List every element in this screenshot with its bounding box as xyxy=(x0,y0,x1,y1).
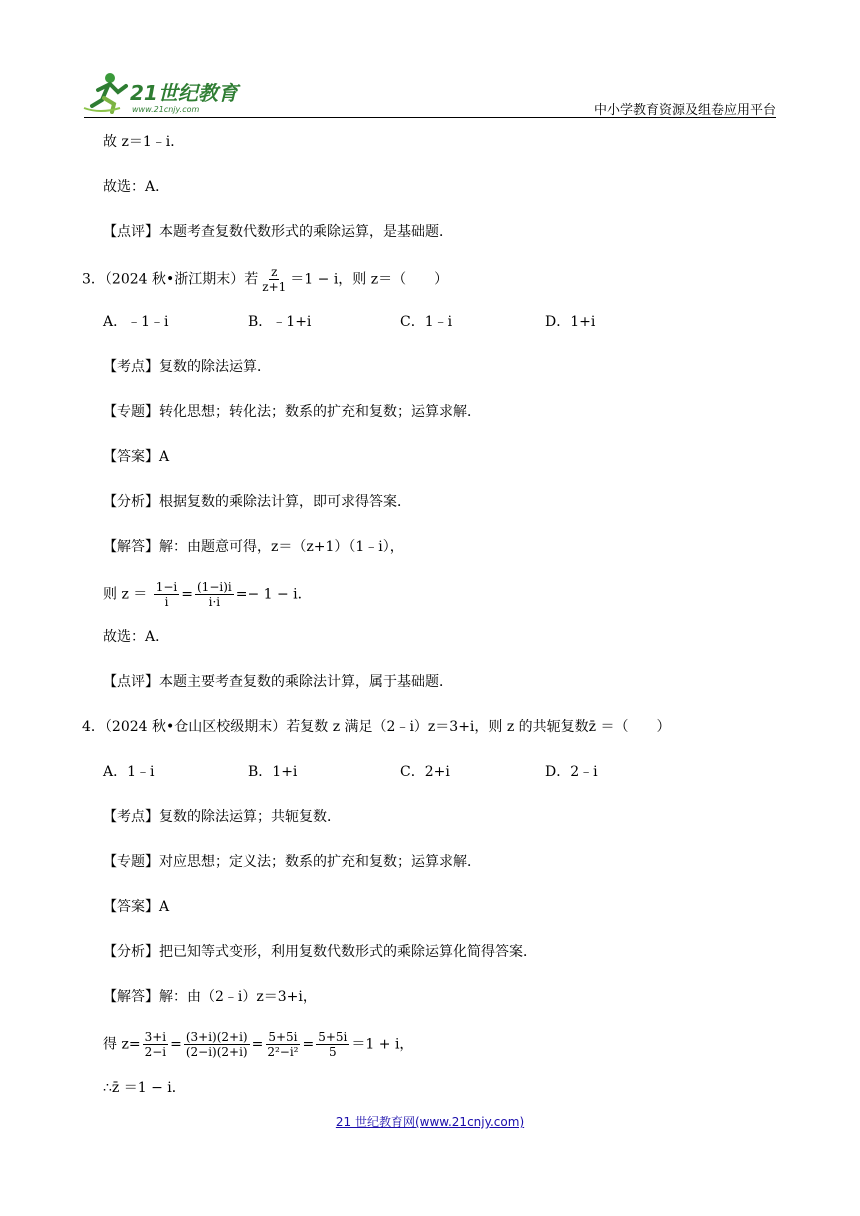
q4-frac2-den: (2−i)(2+i) xyxy=(185,1045,248,1059)
q3-option-d: D．1+i xyxy=(545,314,596,330)
prev-comment: 【点评】本题考查复数代数形式的乘除运算，是基础题． xyxy=(103,224,453,240)
q4-frac2-num: (3+i)(2+i) xyxy=(185,1030,248,1044)
q4-analysis: 【分析】把已知等式变形，利用复数代数形式的乘除运算化简得答案． xyxy=(103,944,537,960)
q4-step-tail: ＝1 + i， xyxy=(351,1036,414,1053)
q4-kaodian: 【考点】复数的除法运算；共轭复数． xyxy=(103,809,341,825)
logo-text: 21世纪教育 xyxy=(130,81,238,105)
q4-frac1 xyxy=(143,1030,169,1059)
q3-stem xyxy=(82,265,448,294)
logo-url: www.21cnjy.com xyxy=(132,105,200,114)
q3-comment: 【点评】本题主要考查复数的乘除法计算，属于基础题． xyxy=(103,674,453,690)
q3-fraction xyxy=(260,265,288,294)
q3-derivation: 则 z ＝ $\frac{1-i}{i}$ = $\frac{(1-i)i}{i\cdot i}$ =− 1 − i． xyxy=(103,580,312,609)
q3-rhs: ＝1 − i，则 z＝（ ） xyxy=(290,271,449,288)
q3-frac2 xyxy=(195,580,234,609)
q4-option-d: D．2﹣i xyxy=(545,764,598,780)
q4-option-a: A．1﹣i xyxy=(103,764,155,780)
q4-option-c: C．2+i xyxy=(400,764,450,780)
q4-conjugate: ∴z̄ ＝1 − i． xyxy=(103,1080,186,1096)
q3-analysis: 【分析】根据复数的乘除法计算，即可求得答案． xyxy=(103,494,411,510)
q3-frac1-num: 1−i xyxy=(155,580,178,594)
q4-frac1-num: 3+i xyxy=(144,1030,167,1044)
q3-step-tail: =− 1 − i． xyxy=(235,586,312,603)
q4-frac3-den: 2²−i² xyxy=(267,1045,299,1059)
header-platform-name: 中小学教育资源及组卷应用平台 xyxy=(593,103,776,118)
q3-frac-den: z+1 xyxy=(262,280,287,294)
q3-frac-num: z xyxy=(271,265,278,279)
q3-source: （2024 秋•浙江期末）若 xyxy=(104,271,259,288)
q3-frac2-den: i·i xyxy=(208,595,221,609)
q4-derivation: 得 z= $\frac{3+i}{2-i}$ = $\frac{(3+i)(2+i)}{(2-i)(2+i)}$ = $\frac{5+5i}{\text{2²−i²}}$ = $\frac{5+5i}{5}$ ＝1 + i， xyxy=(103,1030,414,1059)
q3-frac1 xyxy=(154,580,180,609)
q4-solution: 【解答】解：由（2﹣i）z＝3+i， xyxy=(103,989,317,1005)
q3-zhuanti: 【专题】转化思想；转化法；数系的扩充和复数；运算求解． xyxy=(103,404,481,420)
q3-solution: 【解答】解：由题意可得，z＝（z+1）（1﹣i）， xyxy=(103,539,404,555)
q3-frac2-num: (1−i)i xyxy=(197,580,232,594)
q3-option-a: A．﹣1﹣i xyxy=(103,314,169,330)
header-divider xyxy=(84,117,776,118)
q4-step-prefix: 得 z= xyxy=(103,1036,141,1053)
q4-frac2 xyxy=(184,1030,250,1059)
q3-frac1-den: i xyxy=(164,595,169,609)
q4-frac3 xyxy=(265,1030,300,1059)
q3-option-b: B．﹣1+i xyxy=(248,314,312,330)
prev-choice: 故选：A． xyxy=(103,179,170,195)
q4-frac3-num: 5+5i xyxy=(268,1030,298,1044)
q4-stem xyxy=(82,717,671,737)
q3-option-c: C．1﹣i xyxy=(400,314,453,330)
q4-frac4-den: 5 xyxy=(329,1045,337,1059)
q4-number: 4． xyxy=(82,719,105,735)
q3-choice: 故选：A． xyxy=(103,629,170,645)
q4-frac4 xyxy=(316,1030,349,1059)
q3-answer: 【答案】A xyxy=(103,449,170,465)
q3-kaodian: 【考点】复数的除法运算． xyxy=(103,359,271,375)
q3-step-prefix: 则 z ＝ xyxy=(103,586,148,603)
q3-number: 3． xyxy=(82,271,105,288)
runner-icon xyxy=(84,73,126,112)
q4-zhuanti: 【专题】对应思想；定义法；数系的扩充和复数；运算求解． xyxy=(103,854,481,870)
q4-frac1-den: 2−i xyxy=(144,1045,167,1059)
site-logo xyxy=(80,68,250,118)
q4-option-b: B．1+i xyxy=(248,764,298,780)
q4-answer: 【答案】A xyxy=(103,899,170,915)
prev-conclusion: 故 z＝1﹣i． xyxy=(103,134,185,150)
q4-text: （2024 秋•仓山区校级期末）若复数 z 满足（2﹣i）z＝3+i，则 z 的共轭复数z̄ ＝（ ） xyxy=(104,719,671,735)
q4-frac4-num: 5+5i xyxy=(318,1030,348,1044)
footer-link[interactable]: 21 世纪教育网(www.21cnjy.com) xyxy=(335,1115,525,1129)
